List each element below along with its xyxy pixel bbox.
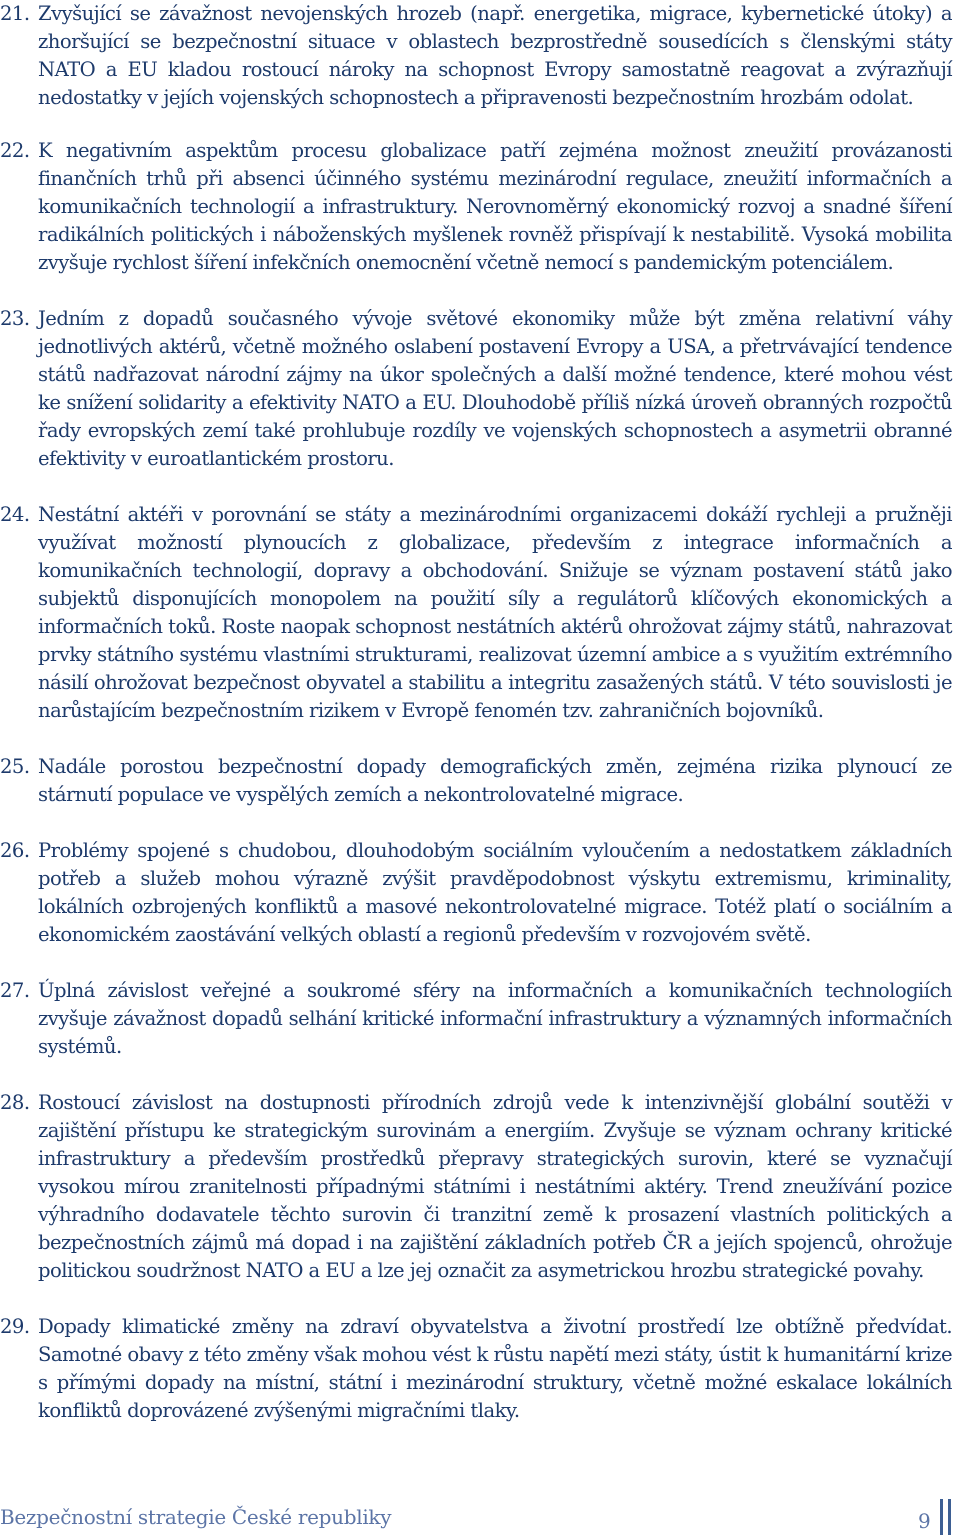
paragraph-text: Úplná závislost veřejné a soukromé sféry na informačních a komunikačních technologiích zvyšuje závažnost dopadů selhání kritické informační infrastruktury a významných informačních systémů. [38, 979, 952, 1058]
paragraph-29 [0, 1313, 960, 1425]
paragraph-text: Zvyšující se závažnost nevojenských hrozeb (např. energetika, migrace, kybernetické útoky) a zhoršující se bezpečnostní situace v oblastech bezprostředně sousedících s členskými státy NATO a EU kladou rostoucí nároky na schopnost Evropy samostatně reagovat a zvýrazňují nedostatky v jejích vojenských schopnostech a připravenosti bezpečnostním hrozbám odolat. [38, 2, 952, 109]
paragraph-number: 22. [0, 139, 30, 162]
paragraph-number: 21. [0, 2, 30, 25]
paragraph-22 [0, 137, 960, 277]
paragraph-26 [0, 837, 960, 949]
paragraph-text: Nadále porostou bezpečnostní dopady demografických změn, zejména rizika plynoucí ze stárnutí populace ve vyspělých zemích a nekontrolovatelné migrace. [38, 755, 952, 806]
footer-divider-bar [948, 1499, 951, 1535]
paragraph-21 [0, 0, 960, 112]
paragraph-text: Problémy spojené s chudobou, dlouhodobým sociálním vyloučením a nedostatkem základních potřeb a služeb mohou výrazně zvýšit pravděpodobnost výskytu extremismu, kriminality, lokálních ozbrojených konfliktů a masové nekontrolovatelné migrace. Totéž platí o sociálním a ekonomickém zaostávání velkých oblastí a regionů především v rozvojovém světě. [38, 839, 952, 946]
paragraph-text: K negativním aspektům procesu globalizace patří zejména možnost zneužití provázanosti finančních trhů při absenci účinného systému mezinárodní regulace, zneužití informačních a komunikačních technologií a infrastruktury. Nerovnoměrný ekonomický rozvoj a snadné šíření radikálních politických i náboženských myšlenek rovněž přispívají k nestabilitě. Vysoká mobilita zvyšuje rychlost šíření infekčních onemocnění včetně nemocí s pandemickým potenciálem. [38, 139, 952, 274]
paragraph-number: 26. [0, 839, 30, 862]
paragraph-27 [0, 977, 960, 1061]
paragraph-28 [0, 1089, 960, 1285]
paragraph-23 [0, 305, 960, 473]
paragraph-number: 25. [0, 755, 30, 778]
footer-divider-bar [940, 1499, 943, 1535]
paragraph-25 [0, 753, 960, 809]
paragraph-number: 23. [0, 307, 30, 330]
paragraph-number: 29. [0, 1315, 30, 1338]
paragraph-24 [0, 501, 960, 725]
paragraph-text: Nestátní aktéři v porovnání se státy a mezinárodními organizacemi dokáží rychleji a pružněji využívat možností plynoucích z globalizace, především z integrace informačních a komunikačních technologií, dopravy a obchodování. Snižuje se význam postavení států jako subjektů disponujících monopolem na použití síly a regulátorů klíčových ekonomických a informačních toků. Roste naopak schopnost nestátních aktérů ohrožovat zájmy států, nahrazovat prvky státního systému vlastními strukturami, realizovat územní ambice a s využitím extrémního násilí ohrožovat bezpečnost obyvatel a stabilitu a integritu zasažených států. V této souvislosti je narůstajícím bezpečnostním rizikem v Evropě fenomén tzv. zahraničních bojovníků. [38, 503, 952, 722]
footer-page-number: 9 [918, 1509, 931, 1533]
paragraph-number: 28. [0, 1091, 30, 1114]
paragraph-text: Dopady klimatické změny na zdraví obyvatelstva a životní prostředí lze obtížně předvídat. Samotné obavy z této změny však mohou vést k růstu napětí mezi státy, ústit k humanitární krize s přímými dopady na místní, státní i mezinárodní struktury, včetně možné eskalace lokálních konfliktů doprovázené zvýšenými migračními tlaky. [38, 1315, 952, 1422]
paragraph-number: 27. [0, 979, 30, 1002]
paragraph-number: 24. [0, 503, 30, 526]
paragraph-text: Jedním z dopadů současného vývoje světové ekonomiky může být změna relativní váhy jednotlivých aktérů, včetně možného oslabení postavení Evropy a USA, a přetrvávající tendence států nadřazovat národní zájmy na úkor společných a další možné tendence, které mohou vést ke snížení solidarity a efektivity NATO a EU. Dlouhodobě příliš nízká úroveň obranných rozpočtů řady evropských zemí také prohlubuje rozdíly ve vojenských schopnostech a asymetrii obranné efektivity v euroatlantickém prostoru. [38, 307, 952, 470]
footer-document-title: Bezpečnostní strategie České republiky [0, 1505, 392, 1529]
paragraph-text: Rostoucí závislost na dostupnosti přírodních zdrojů vede k intenzivnější globální soutěži v zajištění přístupu ke strategickým surovinám a energiím. Zvyšuje se význam ochrany kritické infrastruktury a především prostředků přepravy strategických surovin, které se vyznačují vysokou mírou zranitelnosti případnými státními i nestátními aktéry. Trend zneužívání pozice výhradního dodavatele těchto surovin či tranzitní země k prosazení vlastních politických a bezpečnostních zájmů má dopad i na zajištění základních potřeb ČR a jejích spojenců, ohrožuje politickou soudržnost NATO a EU a lze jej označit za asymetrickou hrozbu strategické povahy. [38, 1091, 952, 1282]
